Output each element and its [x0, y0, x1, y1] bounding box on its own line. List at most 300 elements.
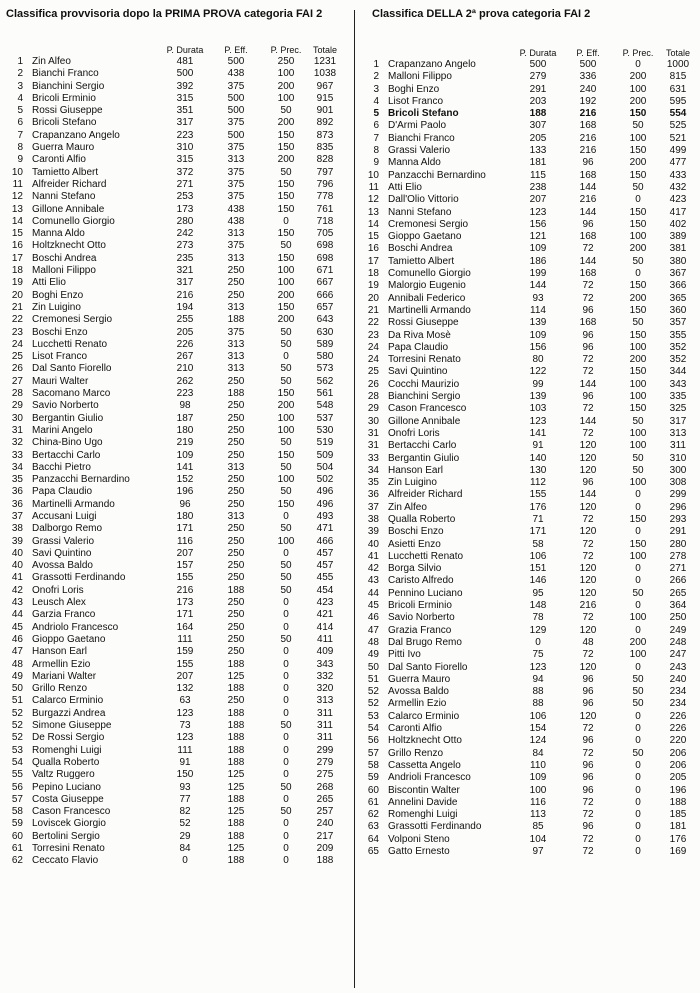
- pilot-name: Manna Aldo: [32, 228, 85, 240]
- score-durata: 111: [177, 633, 193, 645]
- score-efficienza: 250: [227, 437, 245, 449]
- score-efficienza: 120: [579, 587, 597, 599]
- score-durata: 216: [176, 289, 194, 301]
- score-durata: 176: [529, 501, 547, 513]
- score-totale: 421: [316, 609, 334, 621]
- header-durata: P. Durata: [166, 44, 204, 55]
- score-totale: 630: [316, 326, 334, 338]
- rank-position: 48: [367, 636, 379, 648]
- score-durata: 207: [529, 194, 547, 206]
- score-efficienza: 250: [227, 412, 245, 424]
- pilot-name: Boghi Enzo: [32, 289, 84, 301]
- score-durata: 84: [179, 843, 191, 854]
- pilot-name: Lucchetti Renato: [388, 550, 464, 562]
- score-durata: 109: [529, 243, 547, 255]
- score-precisione: 150: [277, 449, 295, 461]
- rank-position: 53: [11, 744, 23, 756]
- pilot-name: Loviscek Giorgio: [32, 818, 106, 830]
- table-row: [364, 514, 694, 526]
- table-row: [8, 560, 340, 572]
- score-durata: 139: [529, 391, 547, 403]
- score-efficienza: 120: [579, 575, 597, 587]
- score-precisione: 100: [629, 341, 647, 353]
- table-row: [364, 256, 694, 268]
- score-durata: 93: [532, 292, 544, 304]
- score-efficienza: 313: [227, 301, 245, 313]
- table-row: [364, 711, 694, 723]
- pilot-name: Garzia Franco: [32, 609, 96, 621]
- score-efficienza: 72: [582, 292, 594, 304]
- table-row: [8, 93, 340, 105]
- score-durata: 103: [529, 403, 547, 415]
- rank-position: 46: [367, 612, 379, 624]
- score-precisione: 50: [280, 437, 292, 449]
- score-durata: 146: [529, 575, 547, 587]
- score-efficienza: 72: [582, 809, 594, 821]
- score-totale: 226: [669, 723, 687, 735]
- pilot-name: Papa Claudio: [388, 341, 449, 353]
- score-efficienza: 313: [227, 338, 245, 350]
- pilot-name: Caristo Alfredo: [388, 575, 454, 587]
- pilot-name: Holtzknecht Otto: [388, 735, 462, 747]
- score-precisione: 0: [635, 501, 641, 513]
- score-precisione: 0: [635, 489, 641, 501]
- score-totale: 360: [669, 304, 687, 316]
- score-totale: 313: [316, 695, 334, 707]
- score-durata: 106: [529, 710, 547, 722]
- score-durata: 180: [176, 510, 194, 522]
- score-efficienza: 500: [227, 105, 245, 117]
- score-durata: 351: [176, 105, 194, 117]
- pilot-name: Onofri Loris: [388, 427, 440, 439]
- pilot-name: Bertacchi Carlo: [388, 440, 457, 452]
- score-totale: 761: [316, 203, 334, 215]
- score-totale: 705: [316, 228, 334, 240]
- score-efficienza: 144: [579, 255, 597, 267]
- score-durata: 84: [532, 747, 544, 759]
- rank-position: 43: [367, 575, 379, 587]
- score-precisione: 0: [283, 818, 289, 830]
- rank-position: 15: [11, 228, 23, 240]
- rank-position: 48: [11, 658, 23, 670]
- score-totale: 671: [316, 265, 334, 277]
- score-efficienza: 125: [227, 806, 245, 818]
- rank-position: 23: [11, 326, 23, 338]
- table-row: [8, 708, 340, 720]
- score-durata: 123: [176, 707, 194, 719]
- score-durata: 315: [176, 154, 194, 166]
- table-row: [8, 462, 340, 474]
- score-precisione: 150: [277, 228, 295, 240]
- score-totale: 493: [316, 510, 334, 522]
- pilot-name: Cason Francesco: [388, 403, 467, 415]
- score-precisione: 0: [283, 621, 289, 633]
- rank-position: 10: [367, 169, 379, 181]
- pilot-name: Grassi Valerio: [32, 535, 95, 547]
- rank-position: 38: [367, 513, 379, 525]
- table-row: [364, 563, 694, 575]
- score-precisione: 50: [632, 686, 644, 698]
- table-row: [364, 662, 694, 674]
- score-precisione: 0: [635, 723, 641, 735]
- table-row: [364, 834, 694, 846]
- pilot-name: Atti Elio: [32, 277, 66, 289]
- table-row: [8, 105, 340, 117]
- pilot-name: Zin Luigino: [388, 477, 437, 489]
- score-precisione: 100: [277, 474, 295, 486]
- score-durata: 109: [529, 772, 547, 784]
- score-durata: 93: [179, 781, 191, 793]
- score-totale: 509: [316, 449, 334, 461]
- score-efficienza: 72: [582, 723, 594, 735]
- header-precisione: P. Prec.: [270, 44, 302, 55]
- score-precisione: 150: [277, 191, 295, 203]
- rank-position: 30: [11, 412, 23, 424]
- score-efficienza: 216: [579, 132, 597, 144]
- score-precisione: 200: [629, 95, 647, 107]
- table-row: [8, 179, 340, 191]
- pilot-name: Lucchetti Renato: [32, 338, 108, 350]
- score-durata: 188: [529, 108, 547, 120]
- pilot-name: Lisot Franco: [388, 95, 444, 107]
- table-row: [8, 68, 340, 80]
- table-row: [364, 280, 694, 292]
- score-durata: 154: [529, 723, 547, 735]
- score-precisione: 0: [635, 784, 641, 796]
- rank-position: 1: [373, 59, 379, 70]
- pilot-name: Leusch Alex: [32, 597, 86, 609]
- header-efficienza: P. Eff.: [576, 47, 600, 58]
- score-durata: 155: [529, 489, 547, 501]
- score-totale: 181: [669, 821, 687, 833]
- score-totale: 364: [669, 600, 687, 612]
- score-durata: 291: [529, 83, 547, 95]
- score-precisione: 100: [277, 412, 295, 424]
- score-efficienza: 313: [227, 351, 245, 363]
- score-efficienza: 72: [582, 354, 594, 366]
- score-durata: 116: [530, 796, 546, 808]
- rank-position: 41: [367, 550, 379, 562]
- rank-position: 37: [11, 510, 23, 522]
- pilot-name: Bianchini Sergio: [32, 80, 105, 92]
- score-totale: 411: [317, 633, 333, 645]
- rank-position: 13: [367, 206, 379, 218]
- score-durata: 171: [176, 523, 194, 535]
- pilot-name: Ceccato Flavio: [32, 855, 99, 867]
- score-totale: 206: [669, 759, 687, 771]
- rank-position: 26: [11, 363, 23, 375]
- rank-position: 49: [367, 649, 379, 661]
- score-efficienza: 250: [227, 695, 245, 707]
- rank-position: 4: [17, 92, 23, 104]
- rank-position: 62: [367, 809, 379, 821]
- score-totale: 525: [669, 120, 687, 132]
- score-durata: 310: [176, 142, 194, 154]
- pilot-name: Boschi Andrea: [388, 243, 453, 255]
- table-row: [364, 649, 694, 661]
- score-totale: 797: [316, 166, 334, 178]
- score-efficienza: 375: [227, 240, 245, 252]
- table-row: [364, 366, 694, 378]
- score-efficienza: 216: [579, 600, 597, 612]
- pilot-name: Biscontin Walter: [388, 784, 460, 796]
- rank-position: 43: [11, 597, 23, 609]
- score-totale: 381: [669, 243, 687, 255]
- pilot-name: Boschi Enzo: [32, 326, 88, 338]
- table-row: [364, 698, 694, 710]
- rank-position: 39: [11, 535, 23, 547]
- score-totale: 185: [669, 809, 687, 821]
- pilot-name: Nanni Stefano: [32, 191, 96, 203]
- score-totale: 537: [316, 412, 334, 424]
- score-durata: 123: [529, 661, 547, 673]
- rank-position: 19: [367, 280, 379, 292]
- score-durata: 133: [529, 145, 547, 157]
- score-totale: 901: [316, 105, 334, 117]
- score-totale: 454: [316, 584, 334, 596]
- score-totale: 496: [316, 486, 334, 498]
- rank-position: 58: [367, 759, 379, 771]
- score-efficienza: 250: [227, 609, 245, 621]
- score-precisione: 0: [635, 846, 641, 857]
- score-efficienza: 188: [227, 793, 245, 805]
- score-totale: 580: [316, 351, 334, 363]
- score-precisione: 0: [635, 735, 641, 747]
- pilot-name: Avossa Baldo: [388, 686, 449, 698]
- score-totale: 217: [316, 830, 334, 842]
- score-efficienza: 72: [582, 243, 594, 255]
- rank-position: 41: [11, 572, 23, 584]
- score-precisione: 50: [632, 120, 644, 132]
- pilot-name: Caronti Alfio: [32, 154, 86, 166]
- rank-position: 60: [11, 830, 23, 842]
- rank-position: 34: [367, 464, 379, 476]
- score-durata: 242: [176, 228, 194, 240]
- score-precisione: 50: [632, 415, 644, 427]
- table-row: [364, 489, 694, 501]
- rank-position: 5: [373, 108, 379, 120]
- score-durata: 123: [529, 415, 547, 427]
- score-efficienza: 250: [227, 523, 245, 535]
- score-precisione: 150: [629, 218, 647, 230]
- score-durata: 98: [179, 400, 191, 412]
- score-totale: 220: [669, 735, 687, 747]
- table-row: [8, 154, 340, 166]
- score-efficienza: 250: [227, 400, 245, 412]
- score-totale: 247: [669, 649, 687, 661]
- pilot-name: Calarco Erminio: [32, 695, 104, 707]
- pilot-name: Cassetta Angelo: [388, 759, 461, 771]
- score-precisione: 0: [283, 547, 289, 559]
- score-durata: 216: [176, 584, 194, 596]
- pilot-name: Onofri Loris: [32, 584, 84, 596]
- score-precisione: 150: [629, 538, 647, 550]
- score-totale: 496: [316, 498, 334, 510]
- score-efficienza: 250: [227, 621, 245, 633]
- rank-position: 46: [11, 633, 23, 645]
- table-row: [364, 342, 694, 354]
- table-row: [364, 575, 694, 587]
- score-precisione: 0: [635, 194, 641, 206]
- score-efficienza: 313: [227, 363, 245, 375]
- table-row: [364, 846, 694, 858]
- score-totale: 313: [669, 427, 687, 439]
- table-row: [364, 821, 694, 833]
- score-durata: 82: [179, 806, 191, 818]
- pilot-name: Borga Silvio: [388, 563, 442, 575]
- score-precisione: 50: [632, 317, 644, 329]
- score-totale: 188: [669, 796, 687, 808]
- score-precisione: 50: [280, 326, 292, 338]
- score-efficienza: 188: [227, 683, 245, 695]
- pilot-name: Bricoli Stefano: [32, 117, 97, 129]
- score-durata: 481: [176, 56, 194, 67]
- pilot-name: Alfreider Richard: [32, 178, 107, 190]
- score-totale: 300: [669, 464, 687, 476]
- pilot-name: Manna Aldo: [388, 157, 441, 169]
- rank-position: 39: [367, 526, 379, 538]
- second-round-ranking-table: [364, 45, 694, 858]
- score-precisione: 100: [277, 265, 295, 277]
- score-totale: 519: [316, 437, 334, 449]
- pilot-name: Asietti Enzo: [388, 538, 441, 550]
- rank-position: 21: [367, 304, 379, 316]
- score-precisione: 0: [283, 707, 289, 719]
- table-row: [8, 130, 340, 142]
- score-durata: 148: [529, 600, 547, 612]
- score-precisione: 200: [629, 354, 647, 366]
- rank-position: 56: [11, 781, 23, 793]
- score-efficienza: 500: [227, 92, 245, 104]
- pilot-name: De Rossi Sergio: [32, 732, 105, 744]
- score-precisione: 50: [280, 338, 292, 350]
- score-precisione: 50: [280, 363, 292, 375]
- rank-position: 62: [11, 855, 23, 867]
- score-durata: 156: [529, 341, 547, 353]
- pilot-name: Andriolo Francesco: [32, 621, 119, 633]
- score-precisione: 0: [635, 526, 641, 538]
- score-durata: 255: [176, 314, 194, 326]
- score-efficienza: 72: [582, 612, 594, 624]
- rank-position: 52: [367, 686, 379, 698]
- score-precisione: 200: [629, 292, 647, 304]
- rank-position: 31: [367, 427, 379, 439]
- table-row: [364, 612, 694, 624]
- score-precisione: 0: [283, 597, 289, 609]
- score-precisione: 50: [280, 560, 292, 572]
- pilot-name: Da Riva Mosè: [388, 329, 451, 341]
- score-durata: 0: [182, 855, 188, 867]
- first-round-ranking-table: [8, 42, 340, 868]
- score-precisione: 200: [277, 154, 295, 166]
- score-durata: 58: [532, 538, 544, 550]
- pilot-name: Annibali Federico: [388, 292, 466, 304]
- score-precisione: 200: [277, 314, 295, 326]
- score-totale: 176: [669, 833, 687, 845]
- score-totale: 279: [316, 756, 334, 768]
- rank-position: 52: [11, 720, 23, 732]
- score-totale: 367: [669, 268, 687, 280]
- score-totale: 796: [316, 178, 334, 190]
- table-row: [8, 572, 340, 584]
- score-efficienza: 96: [582, 157, 594, 169]
- score-precisione: 0: [283, 351, 289, 363]
- score-efficienza: 216: [579, 145, 597, 157]
- rank-position: 56: [367, 735, 379, 747]
- score-efficienza: 188: [227, 720, 245, 732]
- score-durata: 207: [176, 670, 194, 682]
- pilot-name: Boschi Enzo: [388, 526, 444, 538]
- score-efficienza: 96: [582, 341, 594, 353]
- rank-position: 8: [17, 142, 23, 154]
- pilot-name: Qualla Roberto: [388, 513, 456, 525]
- score-efficienza: 216: [579, 108, 597, 120]
- score-durata: 139: [529, 317, 547, 329]
- score-durata: 111: [177, 744, 193, 756]
- rank-position: 23: [367, 329, 379, 341]
- pilot-name: Bianchi Franco: [388, 132, 455, 144]
- score-totale: 352: [669, 341, 687, 353]
- rank-position: 26: [367, 378, 379, 390]
- score-precisione: 0: [283, 732, 289, 744]
- score-efficienza: 144: [579, 206, 597, 218]
- score-durata: 317: [176, 117, 194, 129]
- score-precisione: 100: [629, 550, 647, 562]
- score-durata: 130: [529, 464, 547, 476]
- score-totale: 432: [669, 181, 687, 193]
- score-precisione: 50: [632, 181, 644, 193]
- table-row: [364, 625, 694, 637]
- score-durata: 121: [529, 231, 547, 243]
- table-row: [8, 855, 340, 867]
- score-durata: 219: [176, 437, 194, 449]
- score-efficienza: 188: [227, 314, 245, 326]
- score-totale: 389: [669, 231, 687, 243]
- table-row: [8, 327, 340, 339]
- score-precisione: 50: [632, 452, 644, 464]
- score-precisione: 100: [629, 612, 647, 624]
- rank-position: 50: [11, 683, 23, 695]
- score-precisione: 150: [277, 388, 295, 400]
- table-row: [8, 228, 340, 240]
- score-durata: 196: [176, 486, 194, 498]
- pilot-name: Zin Luigino: [32, 301, 81, 313]
- score-durata: 63: [179, 695, 191, 707]
- rank-position: 4: [373, 95, 379, 107]
- score-precisione: 0: [635, 796, 641, 808]
- score-efficienza: 313: [227, 228, 245, 240]
- score-precisione: 0: [635, 821, 641, 833]
- pilot-name: Cremonesi Sergio: [388, 218, 469, 230]
- score-totale: 357: [669, 317, 687, 329]
- score-precisione: 100: [629, 427, 647, 439]
- pilot-name: Mauri Walter: [32, 375, 89, 387]
- table-row: [8, 634, 340, 646]
- score-totale: 778: [316, 191, 334, 203]
- header-precisione: P. Prec.: [622, 47, 654, 58]
- pilot-name: Guerra Mauro: [388, 673, 451, 685]
- score-precisione: 150: [277, 252, 295, 264]
- pilot-name: Holtzknecht Otto: [32, 240, 106, 252]
- score-precisione: 0: [635, 575, 641, 587]
- rank-position: 33: [11, 449, 23, 461]
- score-totale: 240: [669, 673, 687, 685]
- pilot-name: Cason Francesco: [32, 806, 111, 818]
- score-precisione: 0: [283, 830, 289, 842]
- score-totale: 423: [316, 597, 334, 609]
- rank-position: 8: [373, 145, 379, 157]
- score-durata: 155: [176, 658, 194, 670]
